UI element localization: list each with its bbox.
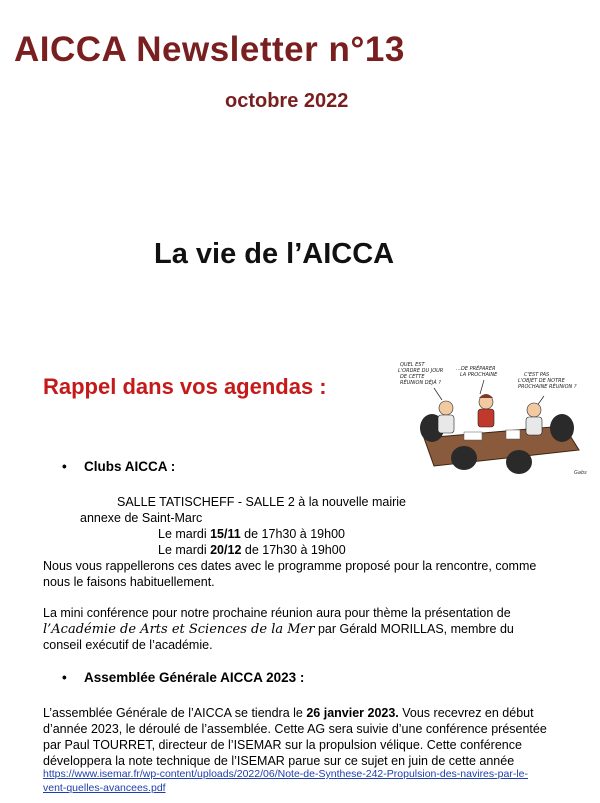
cartoon-bubble-2: …DE PRÉPARER LA PROCHAINE (456, 366, 498, 378)
clubs-heading: • Clubs AICCA : (62, 459, 176, 474)
cartoon-bubble-3: C'EST PAS L'OBJET DE NOTRE PROCHAINE RÉUNION ? (518, 372, 577, 390)
bullet-icon: • (62, 459, 67, 474)
isemar-link-line2[interactable]: vent-quelles-avancees.pdf (43, 782, 166, 794)
assembly-line4: développera la note technique de l’ISEMAR parue sur ce sujet en juin de cette année (43, 754, 515, 768)
clubs-date-2: Le mardi 20/12 de 17h30 à 19h00 (158, 543, 346, 557)
newsletter-date: octobre 2022 (225, 90, 349, 112)
cartoon-bubble-1: QUEL EST L'ORDRE DU JOUR DE CETTE RÉUNION DÉJÀ ? (398, 362, 444, 386)
assembly-line3: par Paul TOURRET, directeur de l’ISEMAR sur la propulsion vélique. Cette conférence (43, 738, 522, 752)
isemar-link-line1[interactable]: https://www.isemar.fr/wp-content/uploads/2022/06/Note-de-Synthese-242-Propulsion-des-navires-par-le- (43, 768, 528, 780)
clubs-para2-line3: conseil exécutif de l’académie. (43, 638, 213, 652)
assembly-line2: d’année 2023, le déroulé de l’assemblée. Cette AG sera suivie d’une conférence présentée (43, 722, 547, 736)
reminder-heading: Rappel dans vos agendas : (43, 374, 327, 399)
clubs-para1-line1: Nous vous rappellerons ces dates avec le programme proposé pour la rencontre, comme (43, 559, 537, 573)
clubs-venue-line2: annexe de Saint-Marc (80, 511, 203, 525)
clubs-date-1: Le mardi 15/11 de 17h30 à 19h00 (158, 527, 345, 541)
newsletter-title: AICCA Newsletter n°13 (14, 30, 405, 69)
clubs-para1-line2: nous le faisons habituellement. (43, 575, 215, 589)
clubs-para2-line1: La mini conférence pour notre prochaine réunion aura pour thème la présentation de (43, 606, 511, 620)
clubs-venue-line1: SALLE TATISCHEFF - SALLE 2 à la nouvelle mairie (117, 495, 407, 509)
meeting-cartoon (394, 358, 594, 478)
cartoon-signature: Gabs (574, 470, 587, 476)
bullet-icon: • (62, 670, 67, 685)
clubs-para2-line2: l’Académie de Arts et Sciences de la Mer par Gérald MORILLAS, membre du (43, 622, 514, 637)
assembly-line1: L’assemblée Générale de l’AICCA se tiendra le 26 janvier 2023. Vous recevrez en début (43, 706, 534, 720)
section-title: La vie de l’AICCA (154, 238, 395, 270)
assembly-heading: • Assemblée Générale AICCA 2023 : (62, 670, 305, 685)
